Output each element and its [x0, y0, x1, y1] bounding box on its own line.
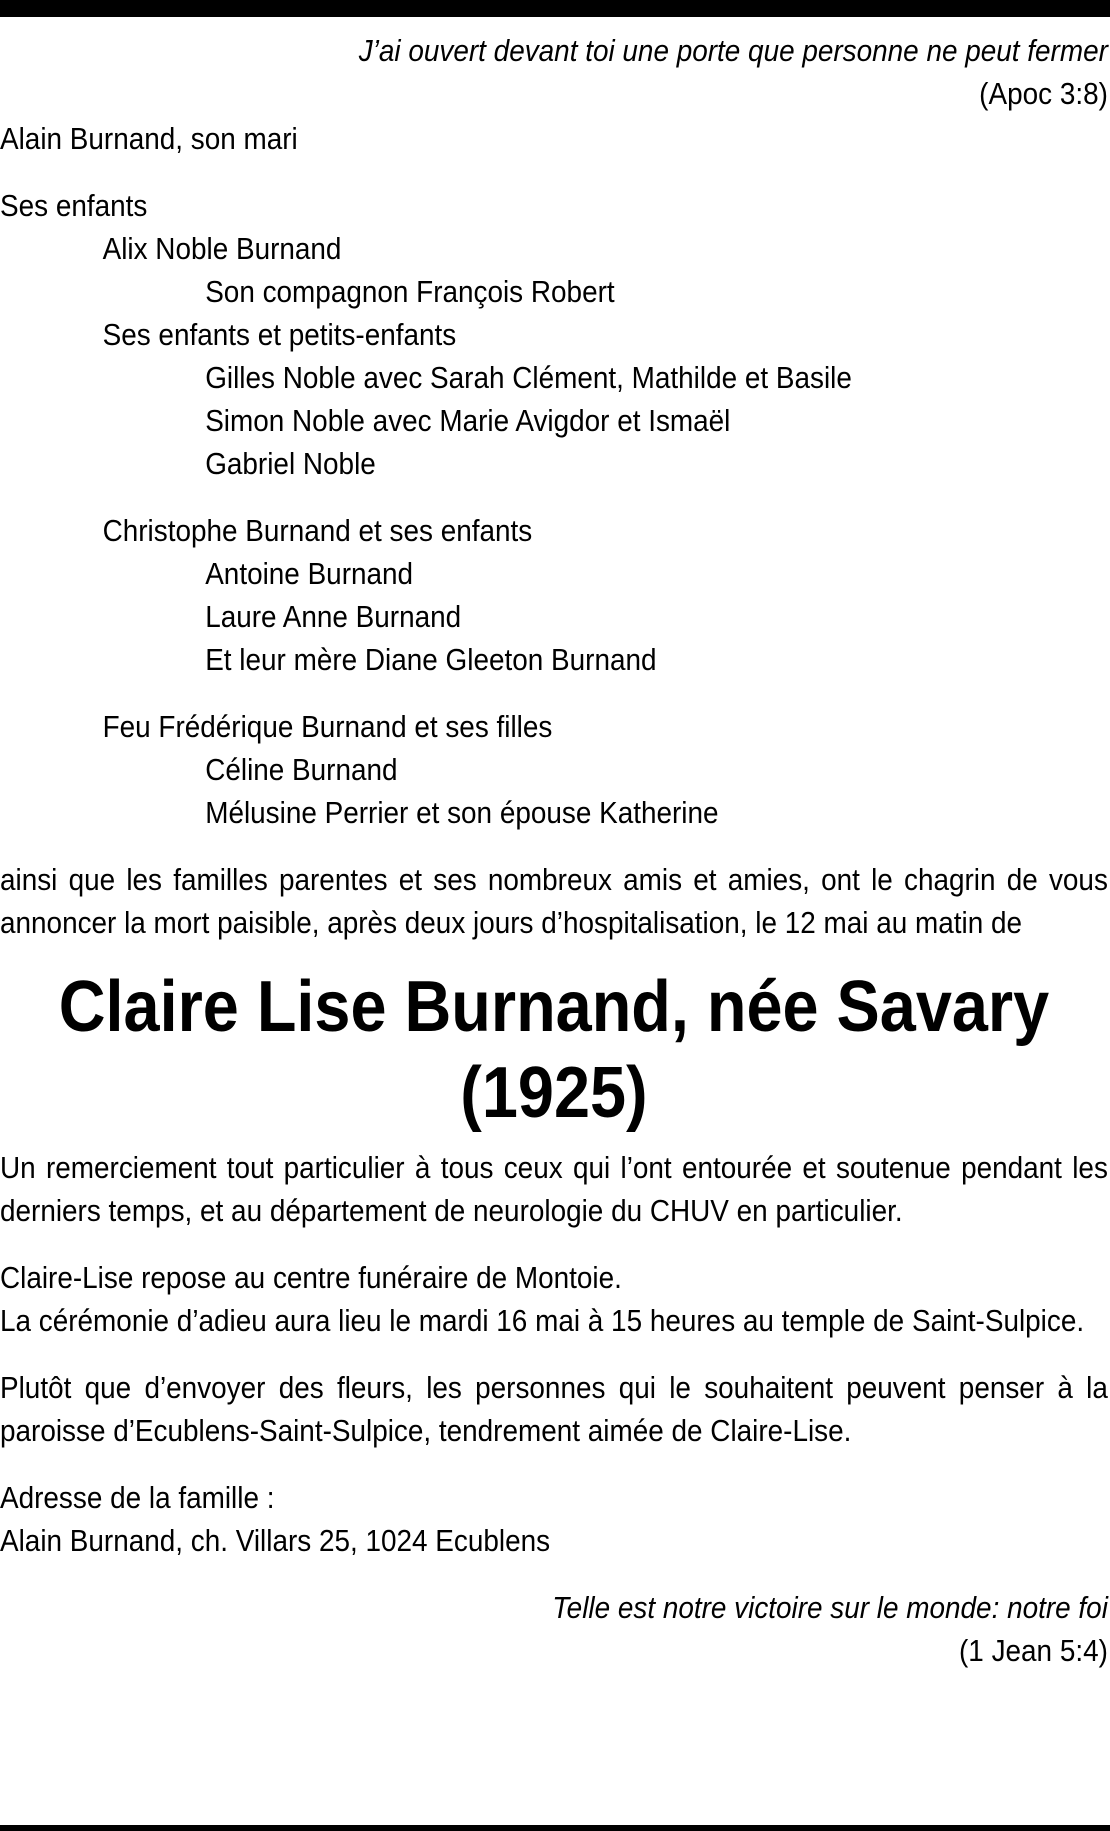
flowers-paragraph: Plutôt que d’envoyer des fleurs, les personnes qui le souhaitent peuvent penser à la paroisse d’Ecublens-Saint-Sulpice, tendrement aimée de Claire-Lise.	[0, 1370, 1108, 1448]
grandchild-entry: Gilles Noble avec Sarah Clément, Mathilde et Basile	[205, 360, 852, 395]
grandchild-entry: Gabriel Noble	[205, 446, 376, 481]
children-heading: Ses enfants	[0, 188, 148, 223]
grandchild-entry: Céline Burnand	[205, 752, 398, 787]
bottom-border-rule	[0, 1825, 1110, 1831]
child-alix: Alix Noble Burnand	[102, 231, 342, 266]
family-list	[0, 184, 1108, 834]
husband-line: Alain Burnand, son mari	[0, 121, 298, 156]
obituary-notice	[0, 29, 1108, 1672]
ceremony-block	[0, 1256, 1108, 1342]
epigraph-bottom-reference: (1 Jean 5:4)	[959, 1633, 1108, 1668]
deceased-name: Claire Lise Burnand, née Savary	[58, 967, 1050, 1047]
family-address	[0, 1476, 1108, 1562]
epigraph-top-reference: (Apoc 3:8)	[979, 76, 1108, 111]
epigraph-top-text: J’ai ouvert devant toi une porte que personne ne peut fermer	[358, 33, 1108, 68]
address-value: Alain Burnand, ch. Villars 25, 1024 Ecublens	[0, 1523, 551, 1558]
epigraph-bottom	[0, 1586, 1108, 1672]
grandchild-entry: Et leur mère Diane Gleeton Burnand	[205, 642, 657, 677]
alix-descendants-heading: Ses enfants et petits-enfants	[102, 317, 457, 352]
deceased-birth-year: (1925)	[460, 1053, 648, 1133]
grandchild-entry: Simon Noble avec Marie Avigdor et Ismaël	[205, 403, 731, 438]
epigraph-bottom-text: Telle est notre victoire sur le monde: notre foi	[552, 1590, 1108, 1625]
ceremony-paragraph: La cérémonie d’adieu aura lieu le mardi 16 mai à 15 heures au temple de Saint-Sulpice.	[0, 1303, 1085, 1338]
alix-companion: Son compagnon François Robert	[205, 274, 615, 309]
deceased-name-heading	[0, 964, 1108, 1136]
grandchild-entry: Antoine Burnand	[205, 556, 414, 591]
child-christophe: Christophe Burnand et ses enfants	[102, 513, 533, 548]
rest-place-line: Claire-Lise repose au centre funéraire de Montoie.	[0, 1260, 622, 1295]
child-frederique: Feu Frédérique Burnand et ses filles	[102, 709, 553, 744]
grandchild-entry: Laure Anne Burnand	[205, 599, 462, 634]
announcement-paragraph: ainsi que les familles parentes et ses nombreux amis et amies, ont le chagrin de vous annoncer la mort paisible, après deux jours d’hospitalisation, le 12 mai au matin de	[0, 862, 1108, 940]
epigraph-top	[0, 29, 1108, 115]
thanks-paragraph: Un remerciement tout particulier à tous ceux qui l’ont entourée et soutenue pendant les derniers temps, et au département de neurologie du CHUV en particulier.	[0, 1150, 1108, 1228]
address-label: Adresse de la famille :	[0, 1480, 275, 1515]
top-border-rule	[0, 0, 1110, 17]
grandchild-entry: Mélusine Perrier et son épouse Katherine	[205, 795, 719, 830]
